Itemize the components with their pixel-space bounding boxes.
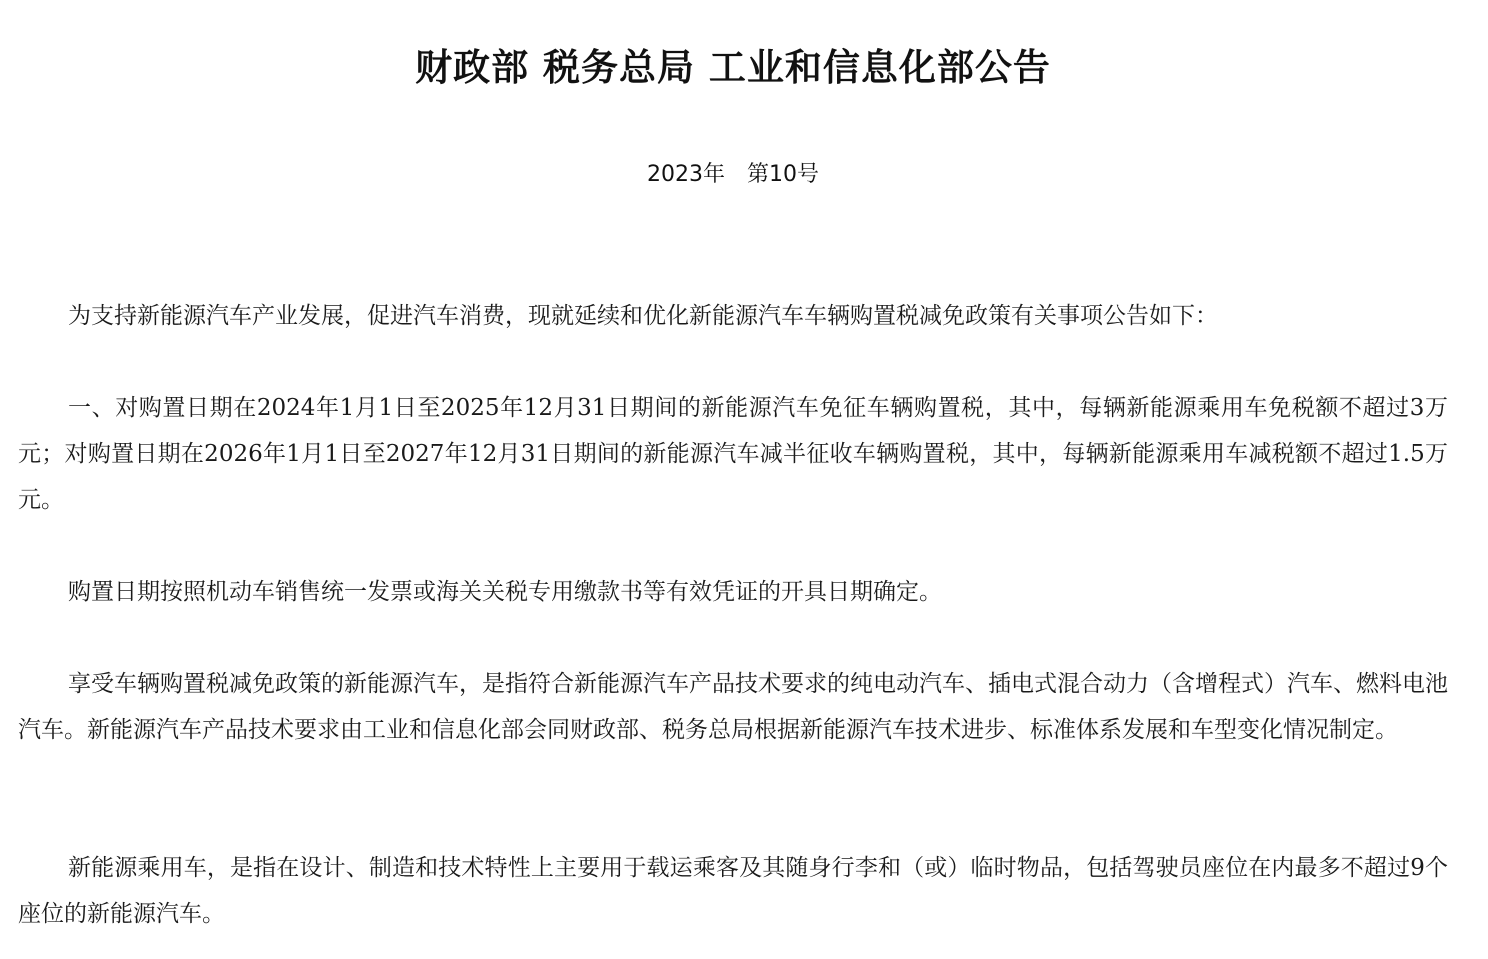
paragraph-nev-definition: 享受车辆购置税减免政策的新能源汽车，是指符合新能源汽车产品技术要求的纯电动汽车、插电式混合动力（含增程式）汽车、燃料电池汽车。新能源汽车产品技术要求由工业和信息化部会同财政部、税务总局根据新能源汽车技术进步、标准体系发展和车型变化情况制定。 (18, 671, 1448, 743)
paragraph-tax-exemption: 一、对购置日期在2024年1月1日至2025年12月31日期间的新能源汽车免征车辆购置税，其中，每辆新能源乘用车免税额不超过3万元；对购置日期在2026年1月1日至2027年12月31日期间的新能源汽车减半征收车辆购置税，其中，每辆新能源乘用车减税额不超过1.5万元。 (18, 395, 1448, 513)
document-title: 财政部 税务总局 工业和信息化部公告 (415, 46, 1051, 89)
paragraph-intro: 为支持新能源汽车产业发展，促进汽车消费，现就延续和优化新能源汽车车辆购置税减免政策有关事项公告如下： (68, 303, 1218, 329)
paragraph-purchase-date: 购置日期按照机动车销售统一发票或海关关税专用缴款书等有效凭证的开具日期确定。 (68, 579, 942, 605)
document-number: 2023年 第10号 (647, 162, 819, 187)
paragraph-passenger-car-definition: 新能源乘用车，是指在设计、制造和技术特性上主要用于载运乘客及其随身行李和（或）临时物品，包括驾驶员座位在内最多不超过9个座位的新能源汽车。 (18, 855, 1448, 927)
